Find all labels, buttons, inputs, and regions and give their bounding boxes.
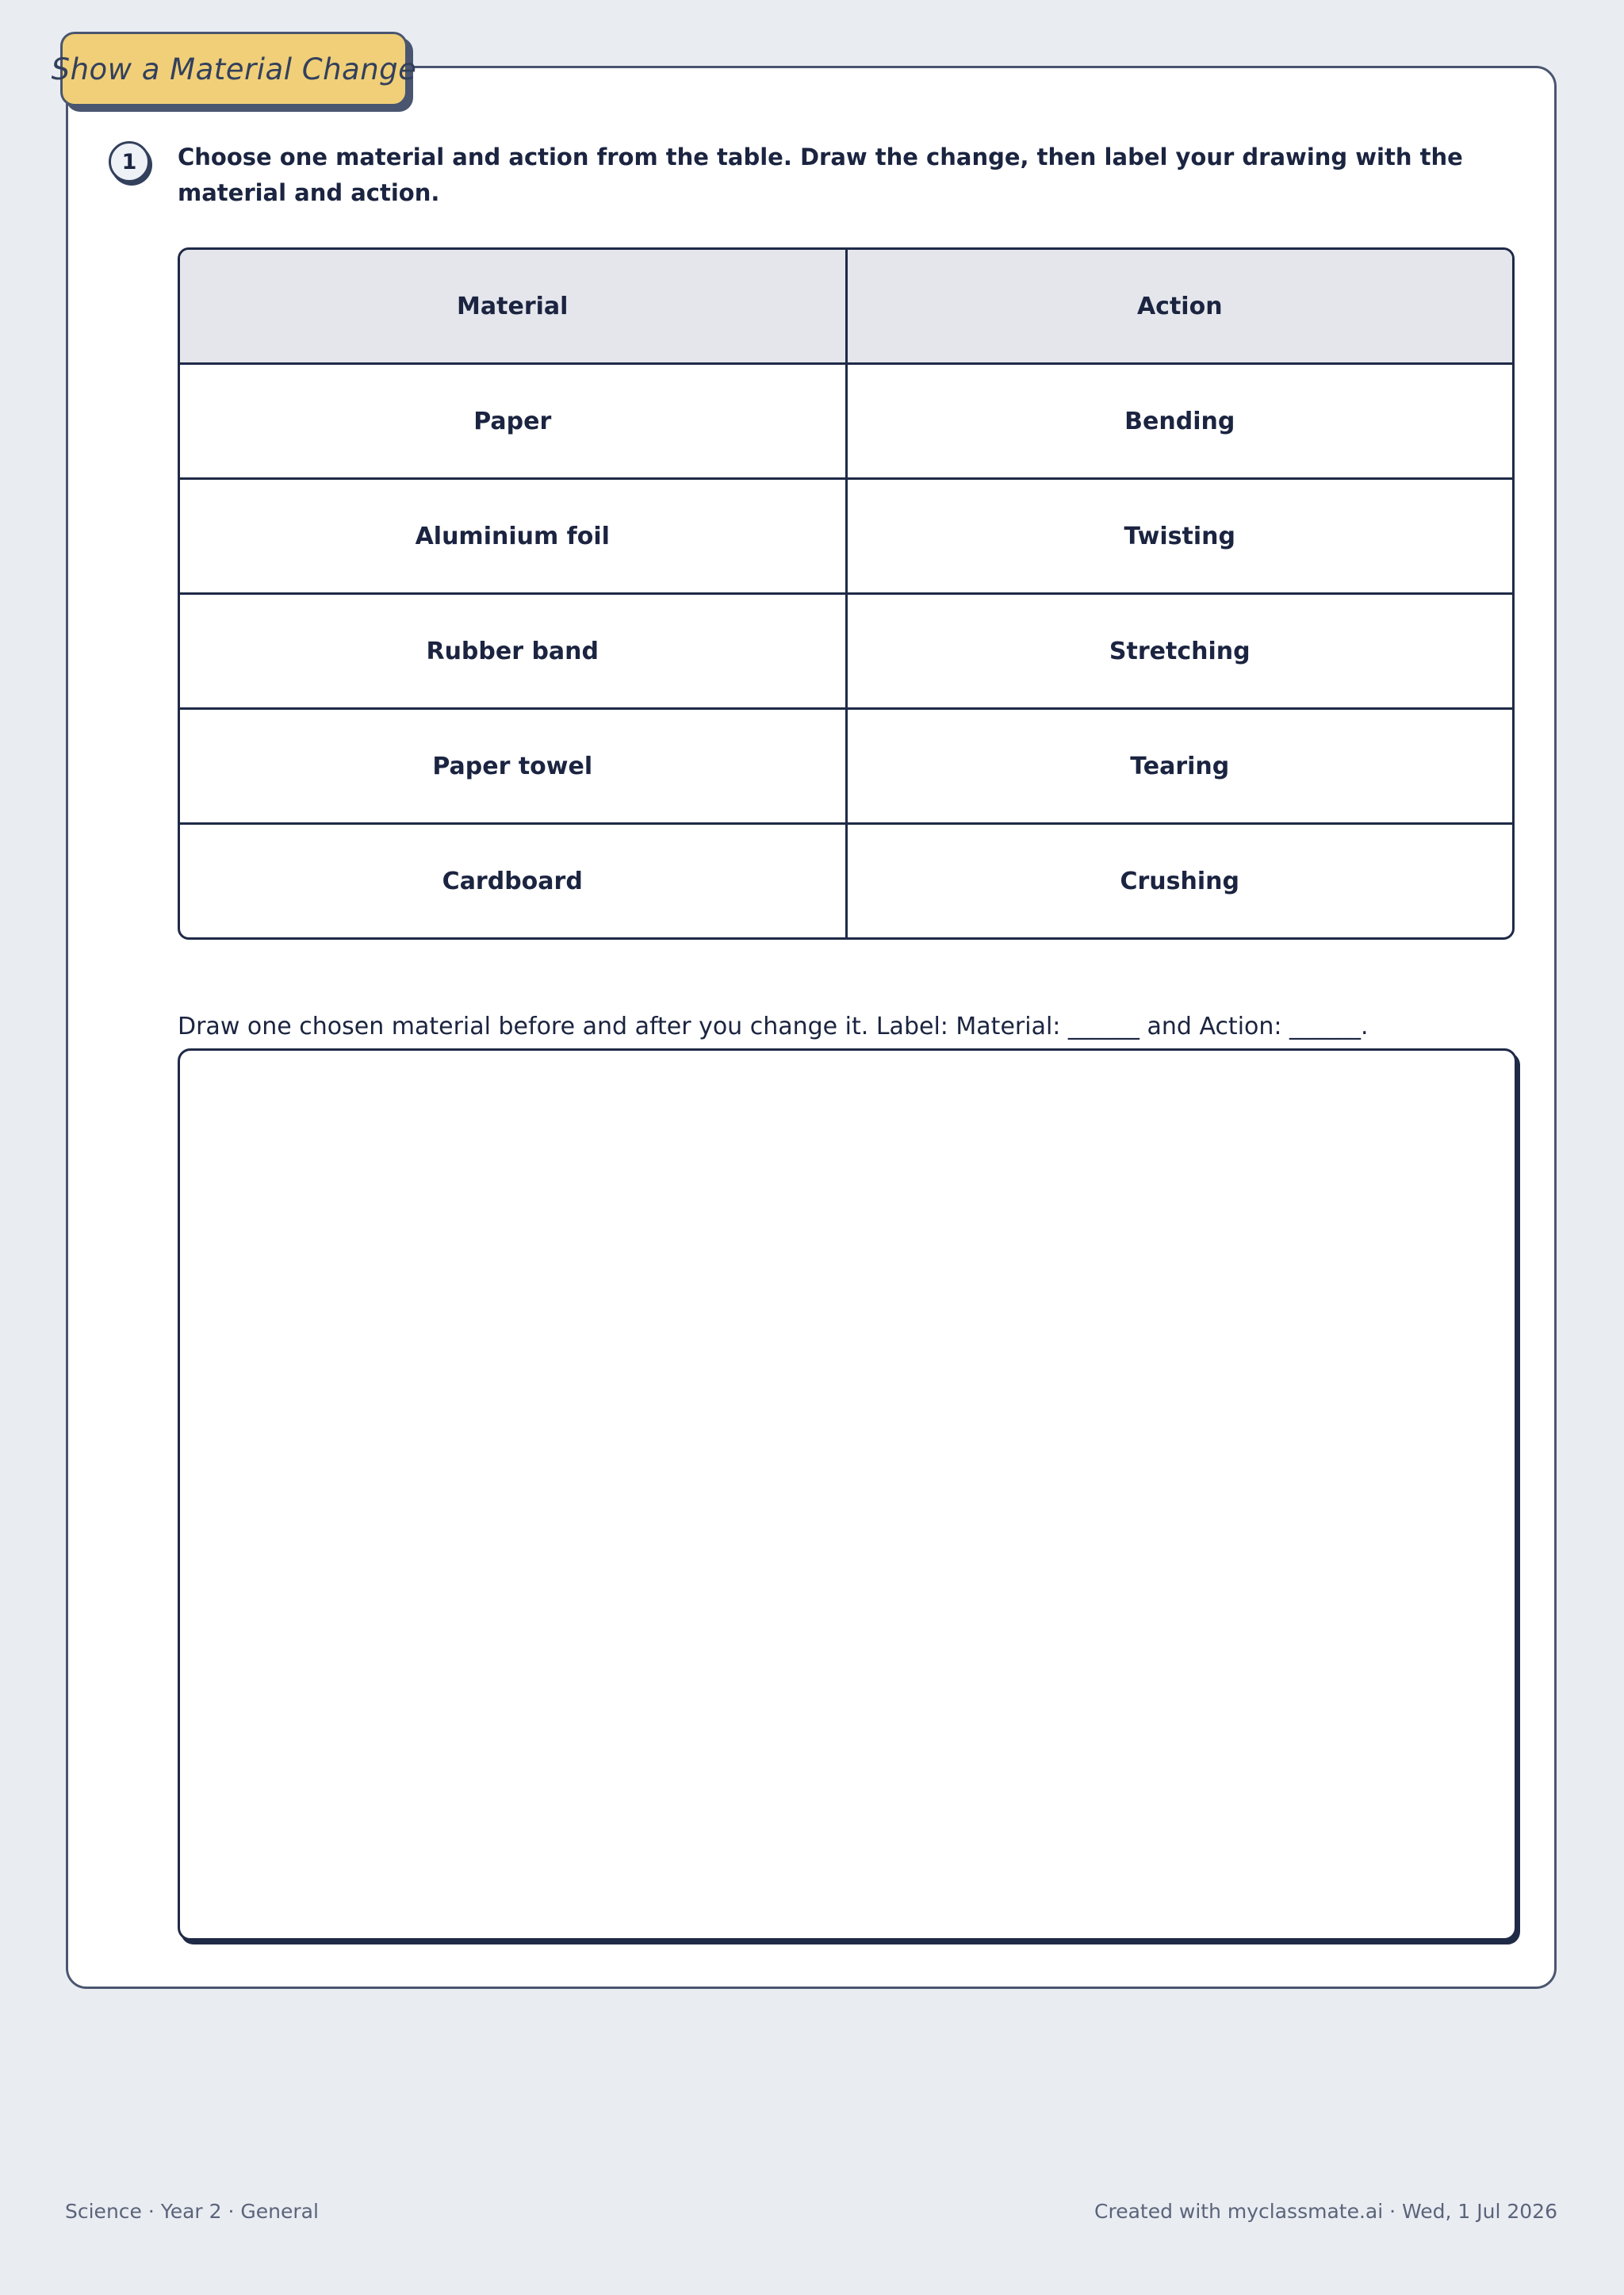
material-cell: Paper	[473, 407, 552, 435]
action-cell: Twisting	[845, 480, 1513, 592]
table-row	[180, 477, 1512, 592]
action-cell: Tearing	[845, 710, 1513, 822]
material-cell: Paper towel	[432, 752, 593, 780]
material-cell: Aluminium foil	[415, 522, 610, 550]
column-header-action: Action	[845, 250, 1513, 362]
worksheet-title: Show a Material Change	[60, 32, 408, 106]
action-cell: Stretching	[845, 595, 1513, 707]
materials-table	[178, 247, 1515, 940]
table-row	[180, 362, 1512, 477]
column-header-material: Material	[457, 292, 569, 320]
material-cell: Cardboard	[442, 867, 583, 895]
drawing-instruction: Draw one chosen material before and after you change it. Label: Material: ______ and Action: ______.	[178, 1013, 1369, 1040]
table-row	[180, 822, 1512, 937]
footer-subject: Science · Year 2 · General	[65, 2200, 319, 2223]
action-cell: Crushing	[845, 825, 1513, 937]
table-row	[180, 592, 1512, 707]
table-row	[180, 707, 1512, 822]
table-header-row	[180, 250, 1512, 362]
action-cell: Bending	[845, 365, 1513, 477]
question-text: Choose one material and action from the table. Draw the change, then label your drawing with the material and action.	[178, 144, 1463, 206]
footer-credit: Created with myclassmate.ai · Wed, 1 Jul 2026	[1094, 2200, 1557, 2223]
drawing-area[interactable]	[178, 1048, 1517, 1941]
material-cell: Rubber band	[426, 637, 599, 665]
question-number-badge: 1	[109, 141, 150, 182]
